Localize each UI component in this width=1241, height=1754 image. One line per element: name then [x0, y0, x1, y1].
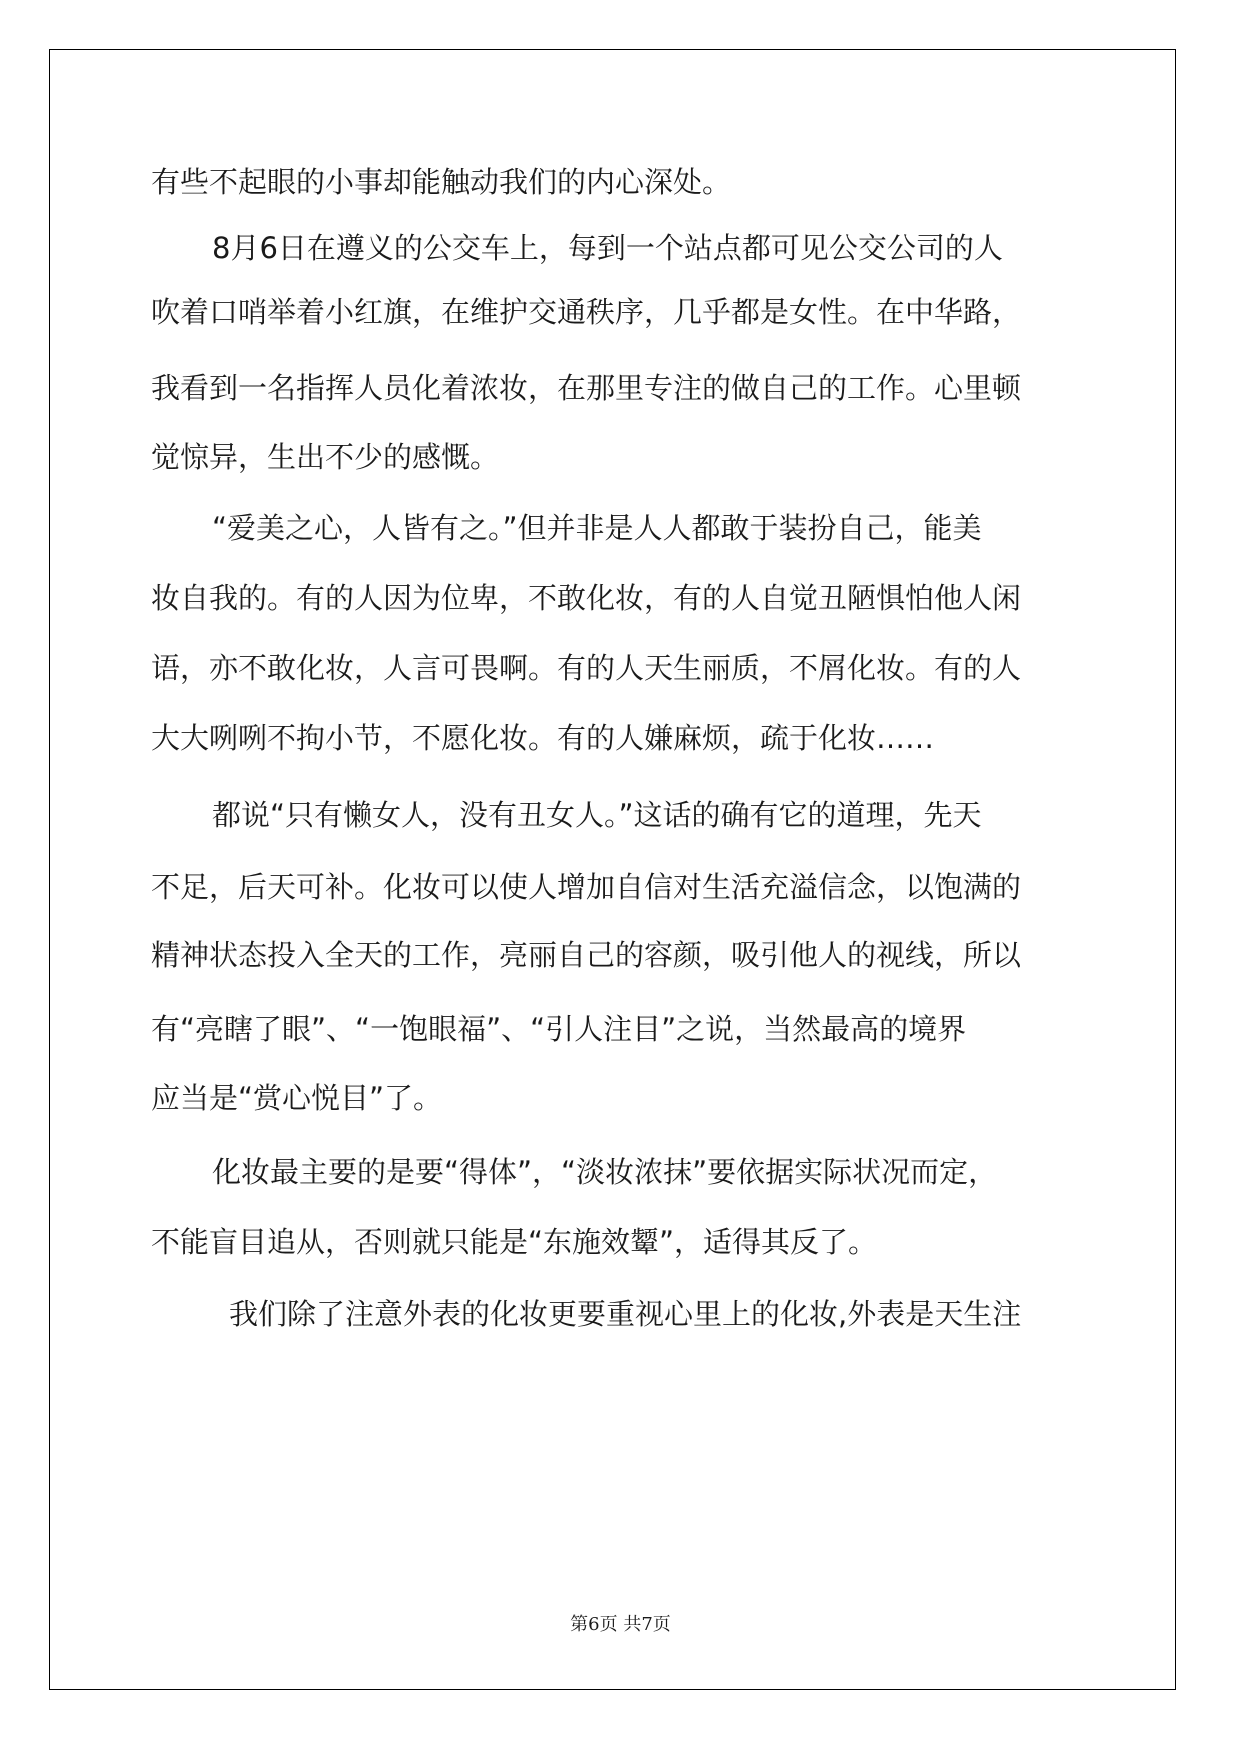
- paragraph-line: 都说“只有懒女人，没有丑女人。”这话的确有它的道理，先天: [212, 798, 982, 832]
- paragraph-line: 我们除了注意外表的化妆更要重视心里上的化妆,外表是天生注: [229, 1297, 1022, 1331]
- paragraph-line: 觉惊异，生出不少的感慨。: [151, 440, 500, 474]
- paragraph-line: 8月6日在遵义的公交车上，每到一个站点都可见公交公司的人: [212, 231, 1003, 265]
- paragraph-line: 吹着口哨举着小红旗，在维护交通秩序，几乎都是女性。在中华路，: [151, 295, 1022, 329]
- paragraph-line: 不足，后天可补。化妆可以使人增加自信对生活充溢信念，以饱满的: [151, 870, 1022, 904]
- paragraph-line: 语，亦不敢化妆，人言可畏啊。有的人天生丽质，不屑化妆。有的人: [151, 651, 1022, 685]
- paragraph-line: “爱美之心，人皆有之。”但并非是人人都敢于装扮自己，能美: [212, 511, 982, 545]
- paragraph-line: 妆自我的。有的人因为位卑，不敢化妆，有的人自觉丑陋惧怕他人闲: [151, 581, 1022, 615]
- paragraph-line: 精神状态投入全天的工作，亮丽自己的容颜，吸引他人的视线，所以: [151, 938, 1022, 972]
- paragraph-line: 应当是“赏心悦目”了。: [151, 1081, 443, 1115]
- page-number-footer: 第6页 共7页: [570, 1614, 671, 1635]
- paragraph-line: 有“亮瞎了眼”、“一饱眼福”、“引人注目”之说，当然最高的境界: [151, 1012, 967, 1046]
- paragraph-line: 不能盲目追从，否则就只能是“东施效颦”，适得其反了。: [151, 1225, 878, 1259]
- paragraph-line: 大大咧咧不拘小节，不愿化妆。有的人嫌麻烦，疏于化妆……: [151, 721, 935, 755]
- paragraph-line: 我看到一名指挥人员化着浓妆，在那里专注的做自己的工作。心里顿: [151, 371, 1022, 405]
- paragraph-line: 有些不起眼的小事却能触动我们的内心深处。: [151, 165, 732, 199]
- paragraph-line: 化妆最主要的是要“得体”，“淡妆浓抹”要依据实际状况而定，: [212, 1155, 998, 1189]
